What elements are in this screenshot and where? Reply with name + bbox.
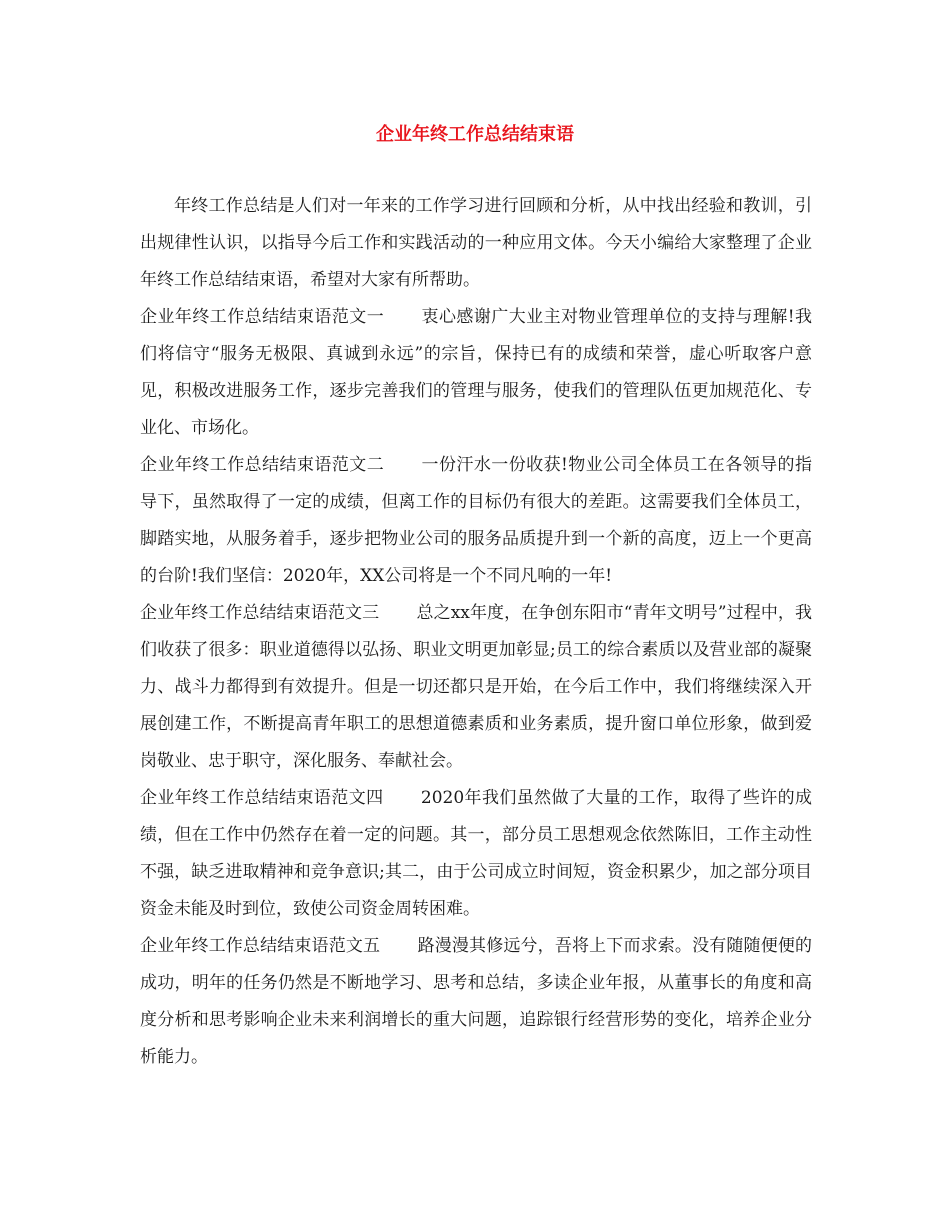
section-paragraph-2 xyxy=(140,447,812,595)
section-text-4: 2020年我们虽然做了大量的工作，取得了些许的成绩，但在工作中仍然存在着一定的问题。其一，部分员工思想观念依然陈旧，工作主动性不强，缺乏进取精神和竞争意识;其二，由于公司成立时间短，资金积累少，加之部分项目资金未能及时到位，致使公司资金周转困难。 xyxy=(140,788,813,919)
section-heading-3: 企业年终工作总结结束语范文三 xyxy=(140,603,380,623)
document-body xyxy=(140,188,812,1076)
section-paragraph-3 xyxy=(140,595,812,780)
document-title: 企业年终工作总结结束语 xyxy=(376,124,574,145)
section-paragraph-1 xyxy=(140,299,812,447)
section-heading-2: 企业年终工作总结结束语范文二 xyxy=(140,455,385,475)
section-text-3: 总之xx年度，在争创东阳市“青年文明号”过程中，我们收获了很多：职业道德得以弘扬、职业文明更加彰显;员工的综合素质以及营业部的凝聚力、战斗力都得到有效提升。但是一切还都只是开始，在今后工作中，我们将继续深入开展创建工作，不断提高青年职工的思想道德素质和业务素质，提升窗口单位形象，做到爱岗敬业、忠于职守，深化服务、奉献社会。 xyxy=(140,603,812,771)
section-text-5: 路漫漫其修远兮，吾将上下而求索。没有随随便便的成功，明年的任务仍然是不断地学习、思考和总结，多读企业年报，从董事长的角度和高度分析和思考影响企业未来利润增长的重大问题，追踪银行经营形势的变化，培养企业分析能力。 xyxy=(140,936,813,1067)
intro-paragraph: 年终工作总结是人们对一年来的工作学习进行回顾和分析，从中找出经验和教训，引出规律性认识，以指导今后工作和实践活动的一种应用文体。今天小编给大家整理了企业年终工作总结结束语，希望对大家有所帮助。 xyxy=(140,196,812,290)
section-heading-1: 企业年终工作总结结束语范文一 xyxy=(140,307,385,327)
section-heading-5: 企业年终工作总结结束语范文五 xyxy=(140,936,381,956)
section-heading-4: 企业年终工作总结结束语范文四 xyxy=(140,788,384,808)
section-paragraph-5 xyxy=(140,928,812,1076)
section-paragraph-4 xyxy=(140,780,812,928)
section-text-2: 一份汗水一份收获!物业公司全体员工在各领导的指导下，虽然取得了一定的成绩，但离工作的目标仍有很大的差距。这需要我们全体员工，脚踏实地，从服务着手，逐步把物业公司的服务品质提升到一个新的高度，迈上一个更高的台阶!我们坚信：2020年，XX公司将是一个不同凡响的一年! xyxy=(140,455,812,586)
section-text-1: 衷心感谢广大业主对物业管理单位的支持与理解!我们将信守“服务无极限、真诚到永远”的宗旨，保持已有的成绩和荣誉，虚心听取客户意见，积极改进服务工作，逐步完善我们的管理与服务，使我们的管理队伍更加规范化、专业化、市场化。 xyxy=(140,307,812,438)
